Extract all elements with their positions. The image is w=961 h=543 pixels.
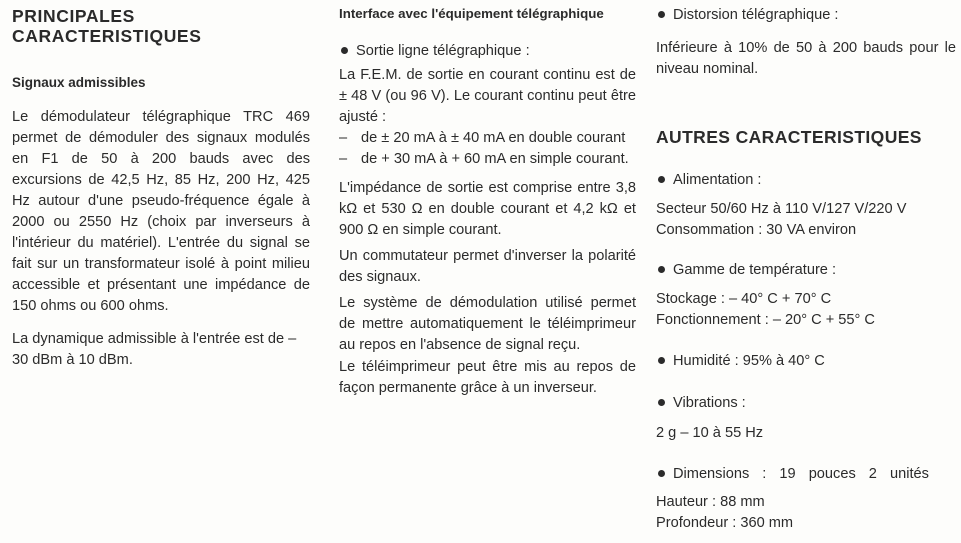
main-title [12, 6, 310, 46]
vibrations-label: Vibrations : [673, 395, 746, 411]
bullet-sortie-ligne [339, 41, 636, 62]
temperature-fonctionnement: Fonctionnement : – 20° C + 55° C [656, 312, 875, 328]
paragraph-dynamique: La dynamique admissible à l'entrée est de – 30 dBm à 10 dBm. [12, 331, 297, 368]
bullet-humidite [656, 351, 956, 372]
bullet-dot-icon [341, 47, 348, 54]
paragraph-distorsion: Inférieure à 10% de 50 à 200 bauds pour le niveau nominal. [656, 40, 956, 77]
bullet-dot-icon [658, 470, 665, 477]
paragraph-impedance: L'impédance de sortie est comprise entre 3,8 kΩ et 530 Ω en double courant et 4,2 kΩ et 900 Ω en simple courant. [339, 180, 636, 238]
list-item [339, 149, 636, 170]
paragraph-commutateur: Un commutateur permet d'inverser la polarité des signaux. [339, 248, 636, 285]
humidite-label: Humidité : 95% à 40° C [673, 353, 825, 369]
dimensions-label: Dimensions : 19 pouces 2 unités [673, 466, 929, 482]
bullet-dot-icon [658, 357, 665, 364]
bullet-dot-icon [658, 176, 665, 183]
bullet-dot-icon [658, 266, 665, 273]
distorsion-label: Distorsion télégraphique : [673, 7, 839, 23]
dimensions-hauteur: Hauteur : 88 mm [656, 494, 765, 510]
bullet-alimentation [656, 170, 956, 191]
column-right [656, 0, 956, 534]
column-middle [339, 0, 636, 399]
alimentation-label: Alimentation : [673, 172, 762, 188]
paragraph-systeme: Le système de démodulation utilisé permet de mettre automatiquement le téléimprimeur au repos en l'absence de signal reçu. [339, 295, 636, 353]
bullet-dot-icon [658, 399, 665, 406]
list-item [339, 128, 636, 149]
subtitle-signaux: Signaux admissibles [12, 75, 146, 90]
paragraph-fem: La F.E.M. de sortie en courant continu est de ± 48 V (ou 96 V). Le courant continu peut être ajusté : [339, 67, 636, 125]
vibrations-value: 2 g – 10 à 55 Hz [656, 425, 764, 441]
main-title-line1: PRINCIPALES [12, 6, 135, 26]
bullet-dot-icon [658, 11, 665, 18]
heading-interface: Interface avec l'équipement télégraphique [339, 6, 604, 21]
paragraph-teleimprimeur: Le téléimprimeur peut être mis au repos de façon permanente grâce à un inverseur. [339, 359, 636, 396]
bullet-dimensions [656, 464, 956, 485]
bullet-temperature [656, 260, 956, 281]
dash-item-double: de ± 20 mA à ± 40 mA en double courant [361, 130, 626, 146]
heading-autres-caracteristiques: AUTRES CARACTERISTIQUES [656, 127, 922, 147]
bullet-distorsion [656, 5, 956, 26]
alimentation-secteur: Secteur 50/60 Hz à 110 V/127 V/220 V [656, 201, 907, 217]
paragraph-signaux: Le démodulateur télégraphique TRC 469 permet de démoduler des signaux modulés en F1 de 50 à 200 bauds avec des excursions de 42,5 Hz, 85 Hz, 200 Hz, 425 Hz autour d'une pseudo-fréquence égale à 2000 ou 2550 Hz (choix par inverseurs à l'intérieur du matériel). L'entrée du signal se fait sur un transformateur isolé à point milieu accessible et présentant une impédance de 150 ohms ou 600 ohms. [12, 109, 310, 314]
dash-item-simple: de + 30 mA à + 60 mA en simple courant. [361, 151, 629, 167]
main-title-line2: CARACTERISTIQUES [12, 26, 202, 46]
bullet-sortie-label: Sortie ligne télégraphique : [356, 43, 530, 59]
temperature-label: Gamme de température : [673, 262, 837, 278]
dash-list [339, 128, 636, 170]
dash-mark: – [339, 151, 348, 167]
dimensions-profondeur: Profondeur : 360 mm [656, 515, 794, 531]
dash-mark: – [339, 130, 348, 146]
column-left [12, 0, 310, 371]
bullet-vibrations [656, 393, 956, 414]
temperature-stockage: Stockage : – 40° C + 70° C [656, 291, 832, 307]
alimentation-consommation: Consommation : 30 VA environ [656, 222, 857, 238]
